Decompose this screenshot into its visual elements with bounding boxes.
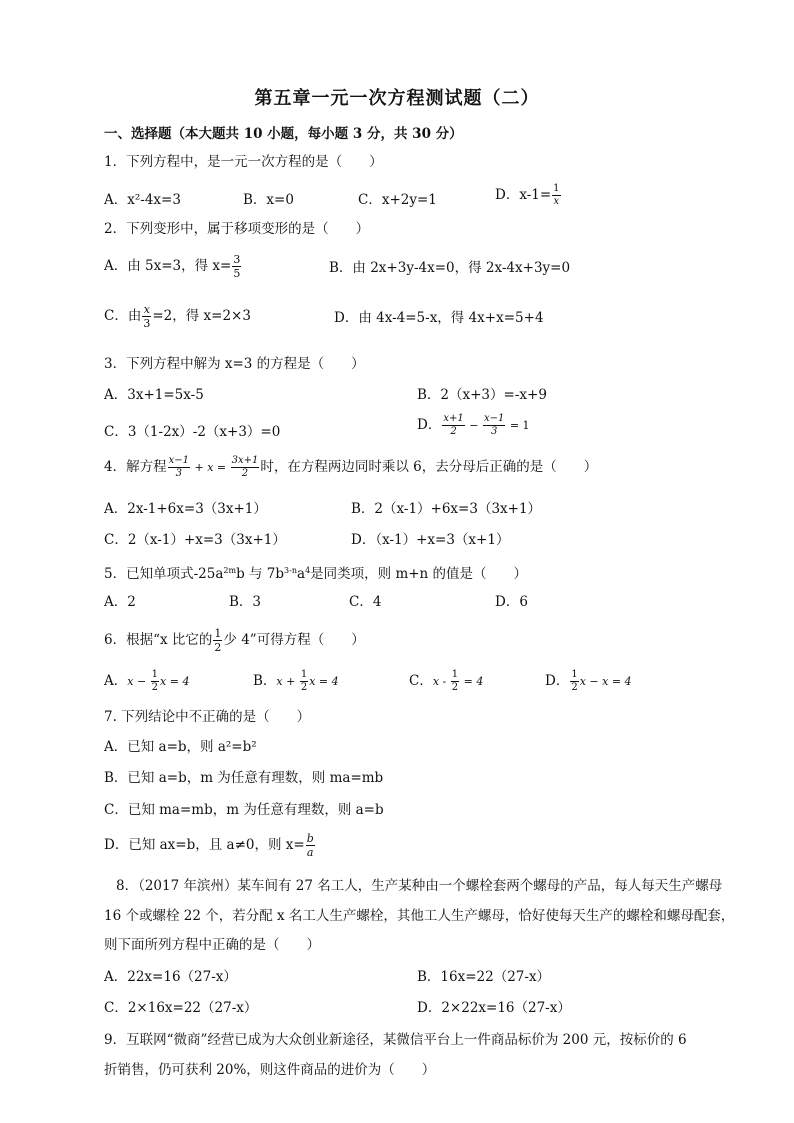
q5-option-c: C．4 xyxy=(349,594,382,610)
question-9-line-1: 9．互联网“微商”经营已成为大众创业新途径，某微信平台上一件商品标价为 200 元，按标价的 6 xyxy=(104,1032,687,1048)
section-heading: 一、选择题（本大题共 10 小题，每小题 3 分，共 30 分） xyxy=(104,126,463,142)
q4-option-d: D．（x-1）+x=3（x+1） xyxy=(351,532,510,548)
q4-option-b: B．2（x-1）+6x=3（3x+1） xyxy=(351,501,542,517)
q6-option-c: C．x - $\frac{1}{2}$ = 4 xyxy=(409,669,484,693)
question-4-stem: 4．解方程 $\frac{x-1}{3}$ + x = $\frac{3x+1}{2}$ 时，在方程两边同时乘以 6，去分母后正确的是（ ） xyxy=(104,455,598,479)
q5-option-d: D．6 xyxy=(495,594,528,610)
q1-option-d: D．x-1= $\frac{1}{x}$ xyxy=(495,183,560,207)
q7-option-d: D．已知 ax=b，且 a≠0，则 x= $\frac{b}{a}$ xyxy=(104,832,314,859)
q2-option-a: A．由 5x=3，得 x= $\frac{3}{5}$ xyxy=(104,253,241,280)
q1-option-a: A．x²-4x=3 xyxy=(104,192,181,208)
fraction: $\frac{1}{2}$ xyxy=(571,669,578,693)
q1-option-b: B．x=0 xyxy=(243,192,294,208)
fraction: $\frac{3}{5}$ xyxy=(233,253,241,280)
q6-option-b: B．x + $\frac{1}{2}$ x = 4 xyxy=(253,669,339,693)
q7-option-b: B．已知 a=b，m 为任意有理数，则 ma=mb xyxy=(104,770,384,786)
fraction: $\frac{3x+1}{2}$ xyxy=(231,455,259,479)
q5-option-b: B．3 xyxy=(229,594,262,610)
q6-option-d: D． $\frac{1}{2}$ x − x = 4 xyxy=(545,669,632,693)
q4-option-c: C．2（x-1）+x=3（3x+1） xyxy=(104,532,286,548)
page-title: 第五章一元一次方程测试题（二） xyxy=(254,88,540,109)
q5-option-a: A．2 xyxy=(104,594,136,610)
fraction: $\frac{1}{2}$ xyxy=(214,627,222,654)
question-1-stem: 1．下列方程中，是一元一次方程的是（ ） xyxy=(104,154,383,170)
q8-option-c: C．2×16x=22（27-x） xyxy=(104,1000,258,1016)
question-8-line-1: 8．（2017 年滨州）某车间有 27 名工人，生产某种由一个螺栓套两个螺母的产品，每人每天生产螺母 xyxy=(116,878,723,894)
q2-option-d: D．由 4x-4=5-x，得 4x+x=5+4 xyxy=(334,310,544,326)
question-9-line-2: 折销售，仍可获利 20%，则这件商品的进价为（ ） xyxy=(104,1062,436,1078)
fraction: $\frac{x-1}{3}$ xyxy=(483,413,505,437)
fraction: $\frac{1}{2}$ xyxy=(151,669,159,693)
q4-option-a: A．2x-1+6x=3（3x+1） xyxy=(104,501,267,517)
question-2-stem: 2．下列变形中，属于移项变形的是（ ） xyxy=(104,221,370,237)
fraction: $\frac{x-1}{3}$ xyxy=(168,455,189,479)
q8-option-d: D．2×22x=16（27-x） xyxy=(417,1000,571,1016)
question-5-stem: 5．已知单项式$-25a^{2m}b$ 与 $7b^{3-n}a^4$是同类项，则 m+n 的值是（ ） xyxy=(104,566,528,582)
q2-option-c: C．由 $\frac{x}{3}$ =2，得 x=2×3 xyxy=(104,303,251,330)
q8-option-b: B．16x=22（27-x） xyxy=(417,969,551,985)
q3-option-b: B．2（x+3）=-x+9 xyxy=(417,387,547,403)
question-8-line-2: 16 个或螺栓 22 个，若分配 x 名工人生产螺栓，其他工人生产螺母，恰好使每天生产的螺栓和螺母配套， xyxy=(104,908,735,924)
q7-option-c: C．已知 ma=mb，m 为任意有理数，则 a=b xyxy=(104,802,384,818)
fraction: $\frac{1}{2}$ xyxy=(300,669,308,693)
q3-option-d: D． $\frac{x+1}{2}$ − $\frac{x-1}{3}$ = 1 xyxy=(417,413,530,437)
q3-option-a: A．3x+1=5x-5 xyxy=(104,387,204,403)
q8-option-a: A．22x=16（27-x） xyxy=(104,969,237,985)
question-8-line-3: 则下面所列方程中正确的是（ ） xyxy=(104,937,320,953)
q1-option-c: C．x+2y=1 xyxy=(358,192,437,208)
question-7-stem: 7. 下列结论中不正确的是（ ） xyxy=(104,709,311,725)
fraction: $\frac{1}{x}$ xyxy=(553,183,560,207)
q6-option-a: A．x − $\frac{1}{2}$ x = 4 xyxy=(104,669,190,693)
question-3-stem: 3．下列方程中解为 x=3 的方程是（ ） xyxy=(104,356,365,372)
question-6-stem: 6．根据“x 比它的 $\frac{1}{2}$ 少 4”可得方程（ ） xyxy=(104,627,365,654)
q2-option-b: B．由 2x+3y-4x=0，得 2x-4x+3y=0 xyxy=(329,260,571,276)
fraction: $\frac{x+1}{2}$ xyxy=(443,413,464,437)
fraction: $\frac{b}{a}$ xyxy=(306,832,314,859)
fraction: $\frac{1}{2}$ xyxy=(451,669,459,693)
q3-option-c: C．3（1-2x）-2（x+3）=0 xyxy=(104,424,281,440)
fraction: $\frac{x}{3}$ xyxy=(143,303,151,330)
q7-option-a: A．已知 a=b，则 a²=b² xyxy=(104,739,257,755)
